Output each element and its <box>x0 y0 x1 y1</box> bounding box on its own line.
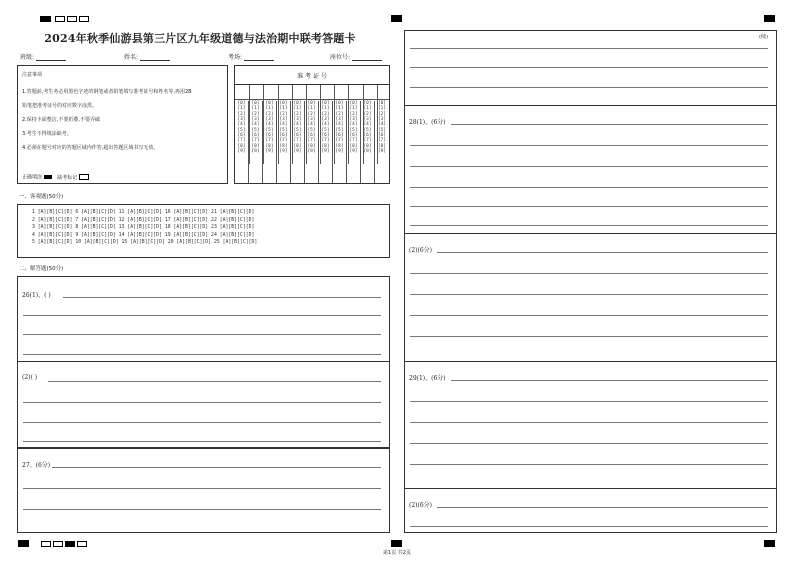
page-indicator-box <box>55 16 65 22</box>
answer-line[interactable] <box>23 509 381 510</box>
answer-line[interactable] <box>23 354 381 355</box>
page-indicator-box-filled <box>65 541 75 547</box>
page-indicator-box <box>79 16 89 22</box>
exam-id-digit-bubble[interactable]: [4] <box>335 122 344 128</box>
alignment-mark-top-left <box>40 16 51 22</box>
exam-id-digit-bubble[interactable]: [4] <box>237 122 246 128</box>
exam-id-digit-bubble[interactable]: [3] <box>237 117 246 123</box>
exam-id-column[interactable] <box>319 101 333 183</box>
exam-id-box <box>234 65 390 184</box>
q26-area[interactable] <box>18 277 389 362</box>
q26-2-label: (2)( ) <box>22 374 38 381</box>
exam-id-digit-bubble[interactable]: [8] <box>237 143 246 149</box>
answer-line[interactable] <box>410 67 768 68</box>
exam-id-column[interactable] <box>249 101 263 183</box>
exam-id-digit-bubble[interactable]: [5] <box>237 127 246 133</box>
notes-item: 铅笔把准考证号的对应数字涂黑。 <box>22 103 98 109</box>
exam-id-digit-bubble[interactable]: [5] <box>335 127 344 133</box>
section2-title: 二、解答题(50分) <box>19 266 64 272</box>
exam-id-digit-bubble[interactable]: [2] <box>293 111 302 117</box>
exam-id-digit-bubble[interactable]: [0] <box>251 101 260 106</box>
exam-id-digit-bubble[interactable]: [2] <box>363 111 372 117</box>
exam-id-digit-bubble[interactable]: [6] <box>378 133 386 139</box>
class-field[interactable] <box>20 52 66 61</box>
exam-id-digit-bubble[interactable]: [3] <box>378 117 386 123</box>
exam-id-digit-bubble[interactable]: [8] <box>321 143 330 149</box>
exam-id-digit-bubble[interactable]: [4] <box>279 122 288 128</box>
exam-id-digit-bubble[interactable]: [5] <box>321 127 330 133</box>
exam-id-digit-bubble[interactable]: [2] <box>265 111 274 117</box>
exam-id-digit-bubble[interactable]: [9] <box>363 149 372 155</box>
answer-line[interactable] <box>410 273 768 274</box>
exam-id-digit-bubble[interactable]: [8] <box>335 143 344 149</box>
answer-line[interactable] <box>410 187 768 188</box>
q28-1-label: 28(1)、(6分) <box>409 119 446 126</box>
exam-id-digit-bubble[interactable]: [6] <box>363 133 372 139</box>
exam-id-digit-bubble[interactable]: [2] <box>321 111 330 117</box>
exam-id-digit-bubble[interactable]: [5] <box>293 127 302 133</box>
exam-id-column[interactable] <box>235 101 249 183</box>
q28-2-area[interactable] <box>405 233 776 362</box>
exam-id-column[interactable] <box>291 101 305 183</box>
answer-line[interactable] <box>23 315 381 316</box>
exam-id-digit-bubble[interactable]: [1] <box>237 106 246 112</box>
answer-line[interactable] <box>437 507 768 508</box>
answer-line[interactable] <box>48 381 381 382</box>
page-number: 第1页 共2页 <box>383 550 411 556</box>
seat-label: 座位号: <box>330 54 351 61</box>
answer-line[interactable] <box>23 334 381 335</box>
answer-line[interactable] <box>451 124 768 125</box>
exam-id-digit-bubble[interactable]: [2] <box>378 111 386 117</box>
q29-2-label: (2)(6分) <box>409 502 432 509</box>
answer-box-right <box>404 30 777 533</box>
alignment-mark-bottom-center <box>391 540 402 547</box>
exam-id-digit-bubble[interactable]: [8] <box>349 143 358 149</box>
mcq-row[interactable]: 2 [A][B][C][D] 7 [A][B][C][D] 12 [A][B][C][D] 17 [A][B][C][D] 22 [A][B][C][D] <box>32 217 255 223</box>
exam-id-digit-bubble[interactable]: [0] <box>237 101 246 106</box>
exam-id-digit-bubble[interactable]: [2] <box>251 111 260 117</box>
cont-area[interactable] <box>405 31 776 106</box>
mcq-row[interactable]: 5 [A][B][C][D] 10 [A][B][C][D] 15 [A][B][C][D] 20 [A][B][C][D] 25 [A][B][C][D] <box>32 240 258 246</box>
answer-line[interactable] <box>410 225 768 226</box>
exam-id-digit-bubble[interactable]: [9] <box>307 149 316 155</box>
exam-id-digit-bubble[interactable]: [5] <box>363 127 372 133</box>
exam-id-digit-bubble[interactable]: [0] <box>293 101 302 106</box>
answer-line[interactable] <box>23 402 381 403</box>
exam-id-digit-bubble[interactable]: [1] <box>335 106 344 112</box>
notes-item: 3.考生不得填涂缺考。 <box>22 131 72 137</box>
absent-mark-checkbox[interactable] <box>79 174 89 180</box>
seat-field[interactable] <box>330 52 382 61</box>
exam-id-digit-bubble[interactable]: [8] <box>363 143 372 149</box>
exam-id-digit-bubble[interactable]: [4] <box>251 122 260 128</box>
answer-line[interactable] <box>410 336 768 337</box>
answer-line[interactable] <box>410 464 768 465</box>
exam-id-column[interactable] <box>361 101 375 183</box>
exam-id-digit-bubble[interactable]: [0] <box>363 101 372 106</box>
answer-line[interactable] <box>52 467 381 468</box>
room-field[interactable] <box>228 52 274 61</box>
exam-id-digit-bubble[interactable]: [5] <box>251 127 260 133</box>
exam-id-digit-bubble[interactable]: [1] <box>363 106 372 112</box>
exam-id-digit-bubble[interactable]: [2] <box>335 111 344 117</box>
exam-id-digit-bubble[interactable]: [1] <box>265 106 274 112</box>
fill-legend <box>22 174 89 182</box>
answer-line[interactable] <box>23 488 381 489</box>
name-field[interactable] <box>124 52 170 61</box>
exam-id-digit-bubble[interactable]: [1] <box>279 106 288 112</box>
exam-id-digit-bubble[interactable]: [1] <box>321 106 330 112</box>
correct-fill-label: 正确填涂 <box>22 174 43 181</box>
exam-id-digit-bubble[interactable]: [9] <box>265 149 274 155</box>
answer-line[interactable] <box>410 443 768 444</box>
notes-box <box>17 65 228 184</box>
exam-id-digit-bubble[interactable]: [9] <box>293 149 302 155</box>
exam-id-digit-bubble[interactable]: [2] <box>307 111 316 117</box>
exam-id-column[interactable] <box>347 101 361 183</box>
exam-id-digit-bubble[interactable]: [7] <box>307 138 316 144</box>
exam-id-digit-bubble[interactable]: [1] <box>251 106 260 112</box>
exam-id-digit-bubble[interactable]: [3] <box>363 117 372 123</box>
answer-line[interactable] <box>437 252 768 253</box>
exam-id-digit-bubble[interactable]: [4] <box>349 122 358 128</box>
answer-line[interactable] <box>410 422 768 423</box>
exam-id-digit-bubble[interactable]: [3] <box>335 117 344 123</box>
page-indicator-box <box>77 541 87 547</box>
exam-id-digit-bubble[interactable]: [7] <box>279 138 288 144</box>
exam-id-digit-bubble[interactable]: [0] <box>307 101 316 106</box>
alignment-mark-bottom-left <box>18 540 29 547</box>
exam-id-digit-bubble[interactable]: [3] <box>293 117 302 123</box>
answer-line[interactable] <box>410 294 768 295</box>
exam-id-digit-bubble[interactable]: [2] <box>237 111 246 117</box>
exam-id-digit-bubble[interactable]: [0] <box>335 101 344 106</box>
exam-id-column[interactable] <box>263 101 277 183</box>
q29-2-area[interactable] <box>405 488 776 532</box>
exam-id-digit-bubble[interactable]: [5] <box>279 127 288 133</box>
exam-id-digit-bubble[interactable]: [0] <box>321 101 330 106</box>
mcq-row[interactable]: 3 [A][B][C][D] 8 [A][B][C][D] 13 [A][B][C][D] 18 [A][B][C][D] 23 [A][B][C][D] <box>32 225 255 231</box>
name-label: 姓名: <box>124 54 139 61</box>
exam-id-digit-bubble[interactable]: [1] <box>307 106 316 112</box>
exam-id-digit-bubble[interactable]: [6] <box>307 133 316 139</box>
continued-label: (续) <box>759 34 768 40</box>
alignment-mark-top-right <box>764 15 775 22</box>
exam-id-digit-bubble[interactable]: [8] <box>378 143 386 149</box>
exam-id-digit-bubble[interactable]: [4] <box>307 122 316 128</box>
q29-1-area[interactable] <box>405 361 776 489</box>
exam-id-digit-bubble[interactable]: [5] <box>378 127 386 133</box>
page-indicator-box <box>53 541 63 547</box>
correct-fill-sample <box>44 175 52 179</box>
exam-id-digit-bubble[interactable]: [0] <box>265 101 274 106</box>
answer-line[interactable] <box>410 401 768 402</box>
exam-id-digit-bubble[interactable]: [9] <box>349 149 358 155</box>
page-indicator-box <box>41 541 51 547</box>
room-blank[interactable] <box>244 54 274 61</box>
exam-id-digit-bubble[interactable]: [6] <box>321 133 330 139</box>
answer-line[interactable] <box>410 526 768 527</box>
q26-2-area[interactable] <box>18 361 389 449</box>
q26-1-label: 26(1)、( ) <box>22 292 51 299</box>
exam-id-digit-bubble[interactable]: [6] <box>293 133 302 139</box>
exam-id-column[interactable] <box>277 101 291 183</box>
exam-id-digit-bubble[interactable]: [4] <box>265 122 274 128</box>
room-label: 考场: <box>228 54 243 61</box>
section1-title: 一、客观题(50分) <box>19 194 64 200</box>
answer-line[interactable] <box>410 206 768 207</box>
exam-id-digit-bubble[interactable]: [0] <box>378 101 386 106</box>
exam-id-digit-bubble[interactable]: [1] <box>378 106 386 112</box>
exam-id-digit-bubble[interactable]: [1] <box>293 106 302 112</box>
exam-id-digit-bubble[interactable]: [3] <box>307 117 316 123</box>
exam-id-digit-bubble[interactable]: [7] <box>237 138 246 144</box>
answer-line[interactable] <box>410 166 768 167</box>
exam-id-digit-bubble[interactable]: [8] <box>251 143 260 149</box>
exam-id-digit-bubble[interactable]: [9] <box>237 149 246 155</box>
exam-id-digit-bubble[interactable]: [9] <box>251 149 260 155</box>
class-blank[interactable] <box>36 54 66 61</box>
class-label: 班级: <box>20 54 35 61</box>
exam-id-column[interactable] <box>333 101 347 183</box>
q29-1-label: 29(1)、(6分) <box>409 375 446 382</box>
page-indicator-box <box>67 16 77 22</box>
alignment-mark-top-center <box>391 15 402 22</box>
answer-box-left <box>17 276 390 533</box>
q28-1-area[interactable] <box>405 105 776 234</box>
exam-id-digit-bubble[interactable]: [4] <box>363 122 372 128</box>
exam-id-digit-bubble[interactable]: [3] <box>265 117 274 123</box>
notes-item: 1.答题前,考生务必用黑色字迹的钢笔或者铅笔填写准考证号和姓名等,再用2B <box>22 89 192 95</box>
answer-line[interactable] <box>410 315 768 316</box>
exam-id-write-divider <box>235 99 389 100</box>
exam-id-digit-bubble[interactable]: [7] <box>349 138 358 144</box>
exam-id-digit-bubble[interactable]: [6] <box>349 133 358 139</box>
answer-line[interactable] <box>23 441 381 442</box>
answer-line[interactable] <box>23 422 381 423</box>
q28-2-label: (2)(6分) <box>409 247 432 254</box>
exam-id-digit-bubble[interactable]: [4] <box>378 122 386 128</box>
exam-id-digit-bubble[interactable]: [3] <box>251 117 260 123</box>
exam-id-digit-bubble[interactable]: [2] <box>349 111 358 117</box>
notes-item: 2.保持卡面整洁,不要折叠,不要弄破 <box>22 117 100 123</box>
page-title: 2024年秋季仙游县第三片区九年级道德与法治期中联考答题卡 <box>44 32 356 45</box>
notes-heading: 注意事项 <box>22 72 43 78</box>
exam-id-digit-bubble[interactable]: [8] <box>293 143 302 149</box>
answer-line[interactable] <box>63 297 381 298</box>
exam-id-digit-bubble[interactable]: [5] <box>349 127 358 133</box>
exam-id-digit-bubble[interactable]: [7] <box>265 138 274 144</box>
notes-item: 4.必须在题号对应的答题区域内作答,超出答题区域书写无效。 <box>22 145 159 151</box>
name-blank[interactable] <box>140 54 170 61</box>
q27-area[interactable] <box>18 449 389 532</box>
exam-id-digit-bubble[interactable]: [7] <box>251 138 260 144</box>
answer-line[interactable] <box>410 87 768 88</box>
exam-id-digit-bubble[interactable]: [7] <box>363 138 372 144</box>
q27-label: 27、(6分) <box>22 462 51 469</box>
exam-id-digit-bubble[interactable]: [6] <box>237 133 246 139</box>
absent-mark-label: 缺考标记 <box>57 174 78 181</box>
exam-id-digit-bubble[interactable]: [6] <box>265 133 274 139</box>
exam-id-digit-bubble[interactable]: [9] <box>335 149 344 155</box>
exam-id-digit-bubble[interactable]: [9] <box>378 149 386 155</box>
exam-id-digit-bubble[interactable]: [6] <box>251 133 260 139</box>
exam-id-digit-bubble[interactable]: [8] <box>265 143 274 149</box>
alignment-mark-bottom-right <box>764 540 775 547</box>
exam-id-digit-bubble[interactable]: [3] <box>321 117 330 123</box>
exam-id-column[interactable] <box>375 101 389 183</box>
exam-id-digit-bubble[interactable]: [8] <box>279 143 288 149</box>
exam-id-digit-bubble[interactable]: [0] <box>279 101 288 106</box>
exam-id-digit-bubble[interactable]: [2] <box>279 111 288 117</box>
answer-line[interactable] <box>410 48 768 49</box>
exam-id-digit-bubble[interactable]: [7] <box>378 138 386 144</box>
exam-id-digit-bubble[interactable]: [4] <box>321 122 330 128</box>
exam-id-digit-bubble[interactable]: [6] <box>335 133 344 139</box>
exam-id-digit-bubble[interactable]: [3] <box>349 117 358 123</box>
mcq-row[interactable]: 4 [A][B][C][D] 9 [A][B][C][D] 14 [A][B][C][D] 19 [A][B][C][D] 24 [A][B][C][D] <box>32 232 255 238</box>
exam-id-digit-bubble[interactable]: [9] <box>321 149 330 155</box>
exam-id-header: 准 考 证 号 <box>297 73 327 80</box>
exam-id-digit-bubble[interactable]: [6] <box>279 133 288 139</box>
answer-line[interactable] <box>451 380 768 381</box>
exam-id-digit-bubble[interactable]: [5] <box>307 127 316 133</box>
exam-id-digit-bubble[interactable]: [3] <box>279 117 288 123</box>
answer-line[interactable] <box>410 145 768 146</box>
exam-id-digit-bubble[interactable]: [5] <box>265 127 274 133</box>
exam-id-digit-bubble[interactable]: [7] <box>293 138 302 144</box>
exam-id-digit-bubble[interactable]: [8] <box>307 143 316 149</box>
exam-id-digit-bubble[interactable]: [9] <box>279 149 288 155</box>
seat-blank[interactable] <box>352 54 382 61</box>
exam-id-digit-bubble[interactable]: [7] <box>321 138 330 144</box>
mcq-box[interactable] <box>17 204 390 258</box>
exam-id-digit-bubble[interactable]: [1] <box>349 106 358 112</box>
exam-id-digit-bubble[interactable]: [4] <box>293 122 302 128</box>
exam-id-digit-bubble[interactable]: [0] <box>349 101 358 106</box>
exam-id-digit-grid[interactable] <box>235 101 389 183</box>
mcq-row[interactable]: 1 [A][B][C][D] 6 [A][B][C][D] 11 [A][B][C][D] 16 [A][B][C][D] 21 [A][B][C][D] <box>32 210 255 215</box>
exam-id-column[interactable] <box>305 101 319 183</box>
exam-id-digit-bubble[interactable]: [7] <box>335 138 344 144</box>
